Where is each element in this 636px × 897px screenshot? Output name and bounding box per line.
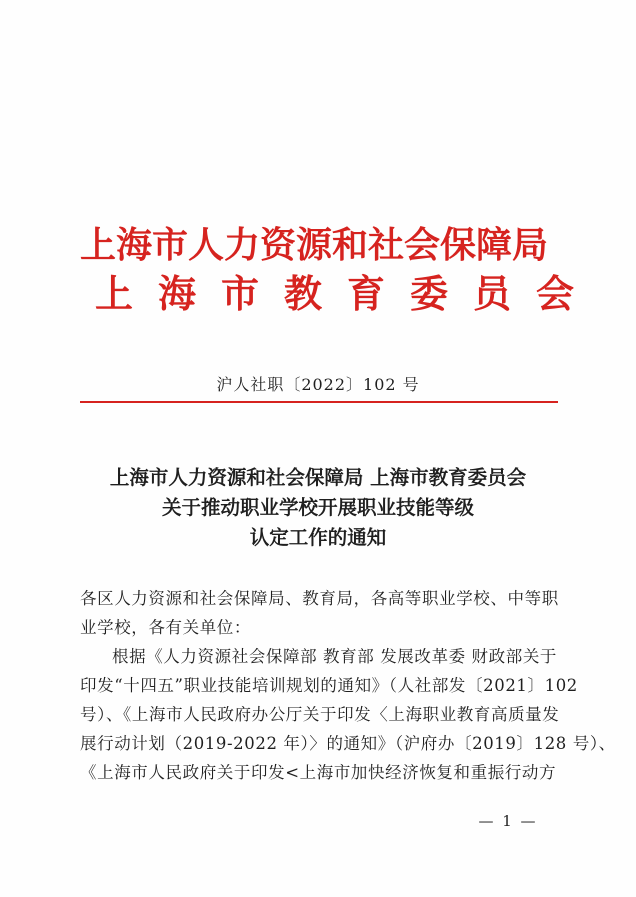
page-number: — 1 —: [478, 812, 538, 830]
red-separator-line: [80, 401, 558, 403]
issuer-name-education-commission: 上海市教育委员会: [95, 271, 600, 316]
document-title-line-3: 认定工作的通知: [249, 526, 387, 549]
document-title-line-1: 上海市人力资源和社会保障局 上海市教育委员会: [109, 466, 527, 489]
document-number: 沪人社职〔2022〕102 号: [216, 375, 420, 394]
body-text-line: 根据《人力资源社会保障部 教育部 发展改革委 财政部关于: [112, 647, 558, 666]
document-title-line-2: 关于推动职业学校开展职业技能等级: [161, 496, 474, 519]
body-text-line: 印发“十四五”职业技能培训规划的通知》（人社部发〔2021〕102: [80, 676, 578, 695]
body-text-line: 展行动计划（2019-2022 年）〉的通知》（沪府办〔2019〕128 号）、: [80, 734, 616, 753]
issuer-name-hr-bureau: 上海市人力资源和社会保障局: [80, 224, 549, 266]
body-text-line: 各区人力资源和社会保障局、教育局，各高等职业学校、中等职: [80, 589, 559, 608]
body-text-line: 《上海市人民政府关于印发<上海市加快经济恢复和重振行动方: [80, 763, 557, 782]
body-text-line: 号）、《上海市人民政府办公厅关于印发〈上海职业教育高质量发: [80, 705, 560, 724]
body-text-line: 业学校，各有关单位：: [80, 618, 251, 637]
